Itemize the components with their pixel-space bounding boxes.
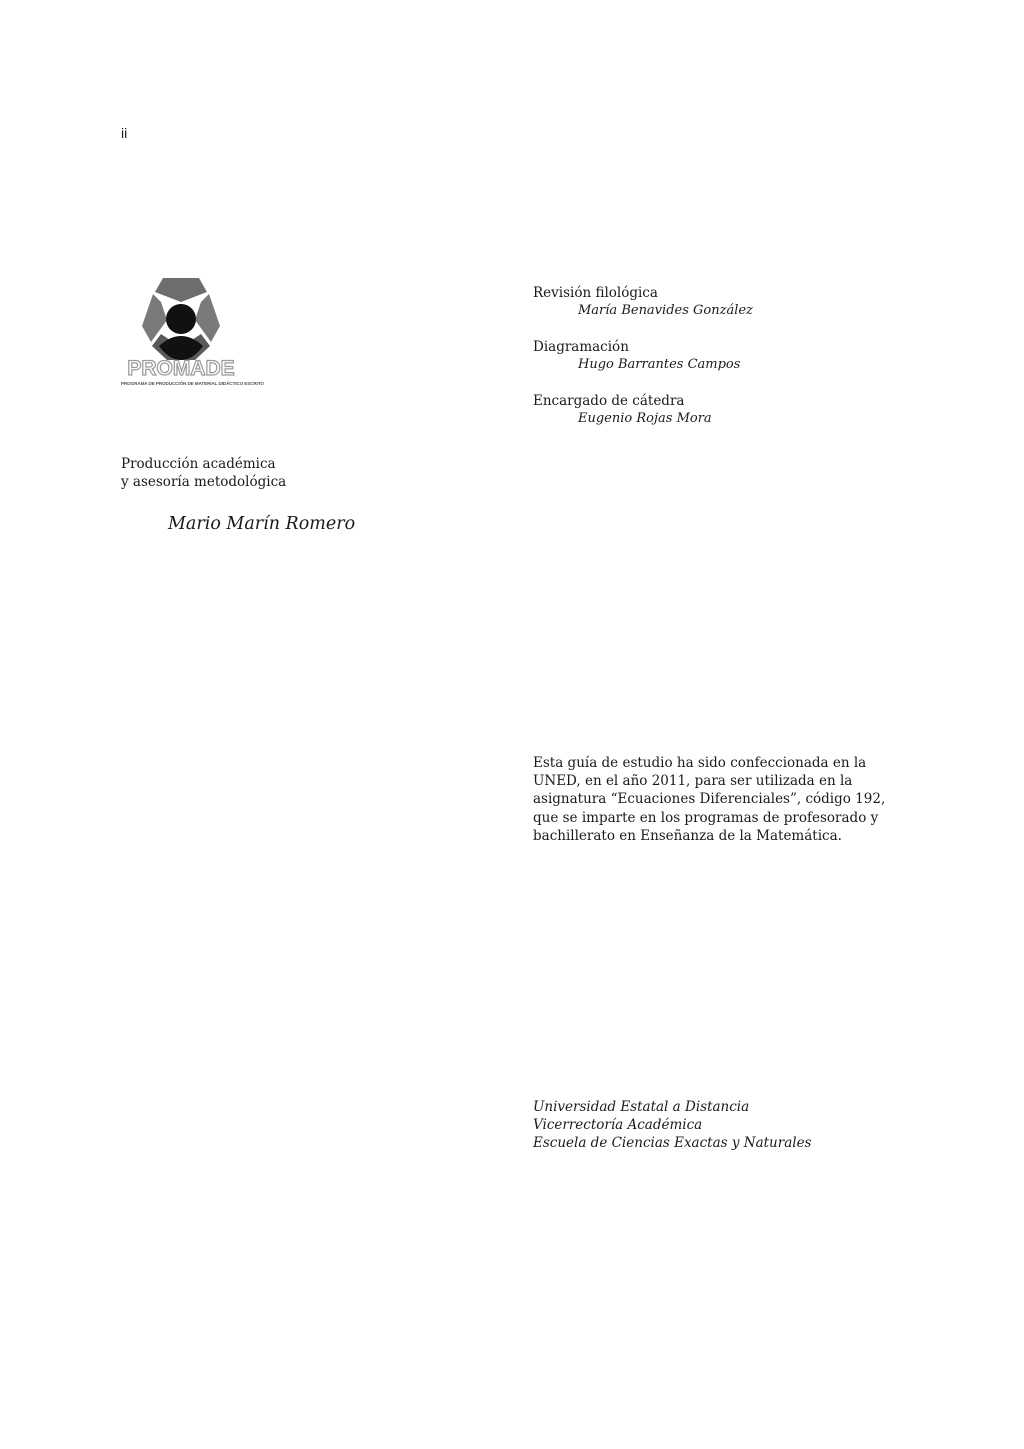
credit-role: Diagramación bbox=[533, 339, 629, 355]
institution-line-university: Universidad Estatal a Distancia bbox=[533, 1099, 750, 1115]
description-paragraph: Esta guía de estudio ha sido confeccionada en la UNED, en el año 2011, para ser utilizada en la asignatura “Ecuaciones Diferenciales”, código 192, que se imparte en los programas de profesorado y bachillerato en Enseñanza de la Matemática. bbox=[533, 755, 886, 844]
credit-role: Revisión filológica bbox=[533, 285, 658, 301]
credit-name: María Benavides González bbox=[578, 303, 753, 318]
production-credit bbox=[121, 455, 286, 491]
page-number: ii bbox=[121, 125, 128, 141]
institution-block bbox=[533, 1098, 812, 1153]
promade-emblem-icon bbox=[121, 276, 241, 380]
credit-item bbox=[533, 284, 953, 320]
logo-subtitle: PROGRAMA DE PRODUCCIÓN DE MATERIAL DIDÁCTICO ESCRITO bbox=[121, 381, 264, 386]
credit-role: Encargado de cátedra bbox=[533, 393, 685, 409]
credit-name: Hugo Barrantes Campos bbox=[578, 357, 741, 372]
credits-list bbox=[533, 284, 953, 446]
main-author: Mario Marín Romero bbox=[168, 514, 356, 534]
institution-line-vicerrectoria: Vicerrectoría Académica bbox=[533, 1117, 703, 1134]
credit-item bbox=[533, 392, 953, 428]
credit-name: Eugenio Rojas Mora bbox=[578, 411, 712, 426]
production-label-line1: Producción académica bbox=[121, 456, 276, 472]
logo-wordmark: PROMADE bbox=[127, 357, 235, 380]
promade-logo bbox=[121, 276, 264, 392]
institution-line-school: Escuela de Ciencias Exactas y Naturales bbox=[533, 1135, 812, 1152]
production-label-line2: y asesoría metodológica bbox=[121, 474, 287, 490]
credit-item bbox=[533, 338, 953, 374]
